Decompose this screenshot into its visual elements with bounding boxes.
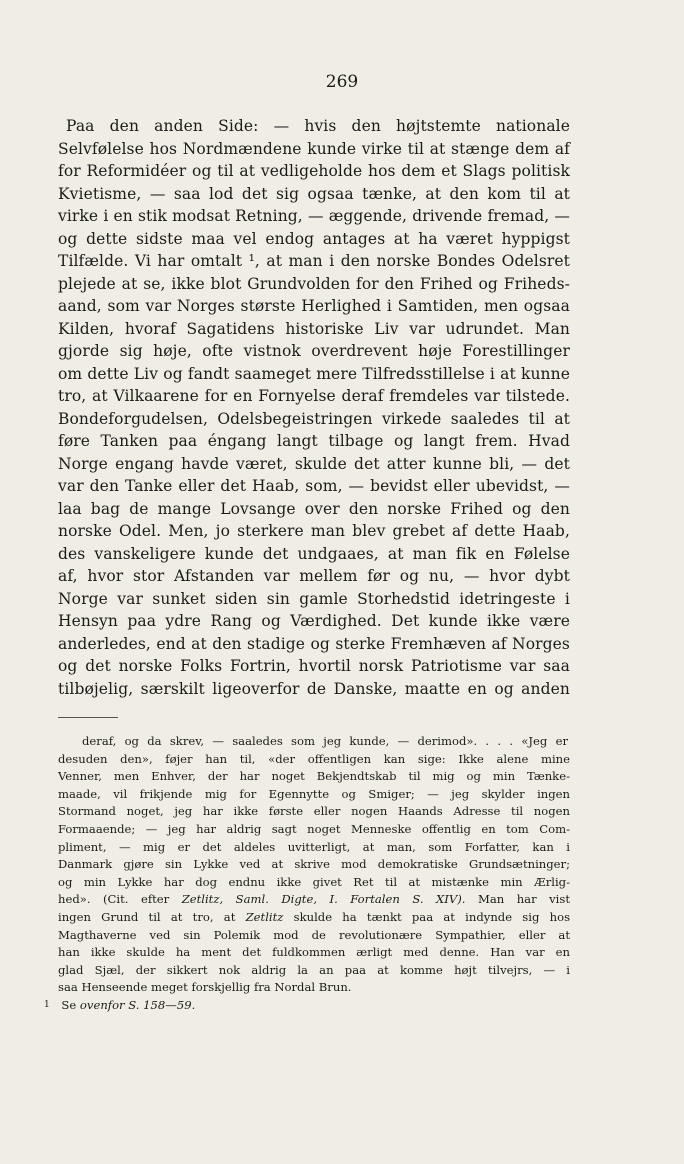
citation-prefix: hed». (Cit. efter bbox=[58, 892, 170, 907]
footnote-1-prefix: Se bbox=[61, 997, 77, 1012]
text-line: virke i en stik modsat Retning, — æggende, drivende fremad, — bbox=[58, 207, 570, 225]
text-line: des vanskeligere kunde det undgaaes, at man fik en Følelse bbox=[58, 544, 570, 563]
text-line: anderledes, end at den stadige og sterke Fremhæven af Norges bbox=[58, 634, 570, 653]
text-line: gjorde sig høje, ofte vistnok overdrevent høje Forestillinger bbox=[58, 342, 570, 360]
footnote-line-zetlitz bbox=[58, 909, 570, 927]
footnote-line: saa Henseende meget forskjellig fra Nordal Brun. bbox=[58, 980, 352, 995]
text-line: Norge var sunket siden sin gamle Storhedstid idetringeste i bbox=[58, 589, 570, 608]
footnote-line-citation bbox=[58, 891, 570, 909]
text-line: Paa den anden Side: — hvis den højtstemte nationale bbox=[66, 117, 570, 135]
text-line: Bondeforgudelsen, Odelsbegeistringen virkede saaledes til at bbox=[58, 409, 570, 428]
text-line: Kilden, hvoraf Sagatidens historiske Liv var udrundet. Man bbox=[58, 319, 570, 338]
footnote-1-marker: 1 bbox=[44, 999, 50, 1010]
text-line: norske Odel. Men, jo sterkere man blev grebet af dette Haab, bbox=[58, 522, 570, 540]
footnotes bbox=[44, 733, 571, 1015]
zetlitz-name: Zetlitz bbox=[245, 909, 284, 924]
text-line: var den Tanke eller det Haab, som, — bevidst eller ubevidst, — bbox=[58, 477, 570, 495]
text-line: Norge engang havde været, skulde det atter kunne bli, — det bbox=[58, 454, 570, 473]
footnote-line: Venner, men Enhver, der har noget Bekjendtskab til mig og min Tænke- bbox=[58, 769, 570, 784]
page-number: 269 bbox=[325, 72, 359, 92]
footnote-line: pliment, — mig er det aldeles uvitterligt, at man, som Forfatter, kan i bbox=[58, 839, 570, 854]
text-line: for Reformidéer og til at vedligeholde hos dem et Slags politisk bbox=[58, 162, 570, 180]
text-line: aand, som var Norges største Herlighed i Samtiden, men ogsaa bbox=[58, 297, 570, 315]
text-line: om dette Liv og fandt saameget mere Tilfredsstillelse i at kunne bbox=[58, 364, 570, 383]
footnote-line: Stormand noget, jeg har ikke første eller nogen Haands Adresse til nogen bbox=[58, 804, 570, 819]
text-line: Selvfølelse hos Nordmændene kunde virke til at stænge dem af bbox=[58, 139, 570, 158]
zetlitz-after: skulde ha tænkt paa at indynde sig hos bbox=[293, 909, 571, 924]
text-line: tilbøjelig, særskilt ligeoverfor de Danske, maatte en og anden bbox=[58, 679, 570, 698]
footnote-1-ref: ovenfor S. 158—59. bbox=[79, 997, 196, 1012]
footnote-line: han ikke skulde ha ment det fuldkommen ærligt med denne. Han var en bbox=[58, 945, 570, 960]
zetlitz-before: ingen Grund til at tro, at bbox=[58, 909, 236, 924]
text-line: Hensyn paa ydre Rang og Værdighed. Det kunde ikke være bbox=[58, 612, 570, 630]
text-line: og det norske Folks Fortrin, hvortil norsk Patriotisme var saa bbox=[58, 657, 570, 675]
text-line: tro, at Vilkaarene for en Fornyelse deraf fremdeles var tilstede. bbox=[58, 387, 570, 405]
text-line: laa bag de mange Lovsange over den norske Frihed og den bbox=[58, 499, 570, 518]
footnote-line: glad Sjæl, der sikkert nok aldrig la an paa at komme højt tilvejrs, — i bbox=[58, 962, 570, 977]
citation-work: Saml. Digte, I. Fortalen S. XIV). bbox=[235, 892, 466, 907]
text-line: af, hvor stor Afstanden var mellem før og nu, — hvor dybt bbox=[58, 567, 570, 585]
text-line: og dette sidste maa vel endog antages at ha været hyppigst bbox=[58, 229, 570, 248]
citation-author: Zetlitz, bbox=[181, 892, 224, 907]
footnote-line: maade, vil frikjende mig for Egennytte og Smiger; — jeg skylder ingen bbox=[58, 786, 570, 801]
citation-continuation: Man har vist bbox=[477, 892, 570, 907]
footnote-line: desuden den», føjer han til, «der offentligen kan sige: Ikke alene mine bbox=[58, 751, 570, 766]
footnote-line: Formaaende; — jeg har aldrig sagt noget Menneske offentlig en tom Com- bbox=[58, 821, 570, 836]
text-line: Tilfælde. Vi har omtalt ¹, at man i den norske Bondes Odelsret bbox=[58, 252, 570, 270]
footnote-line: og min Lykke har dog endnu ikke givet Ret til at mistænke min Ærlig- bbox=[58, 874, 570, 889]
footnote-line: Magthaverne ved sin Polemik mod de revolutionære Sympathier, eller at bbox=[58, 927, 570, 942]
text-line: Kvietisme, — saa lod det sig ogsaa tænke, at den kom til at bbox=[58, 184, 570, 203]
text-line: plejede at se, ikke blot Grundvolden for den Frihed og Friheds- bbox=[58, 274, 570, 293]
footnote-line: deraf, og da skrev, — saaledes som jeg kunde, — derimod». . . . «Jeg er bbox=[82, 734, 568, 748]
text-line: føre Tanken paa éngang langt tilbage og langt frem. Hvad bbox=[58, 432, 570, 450]
footnote-line: Danmark gjøre sin Lykke ved at skrive mod demokratiske Grundsætninger; bbox=[58, 857, 570, 872]
main-text bbox=[58, 115, 570, 700]
footnote-separator bbox=[58, 717, 118, 718]
footnote-1 bbox=[44, 997, 570, 1015]
